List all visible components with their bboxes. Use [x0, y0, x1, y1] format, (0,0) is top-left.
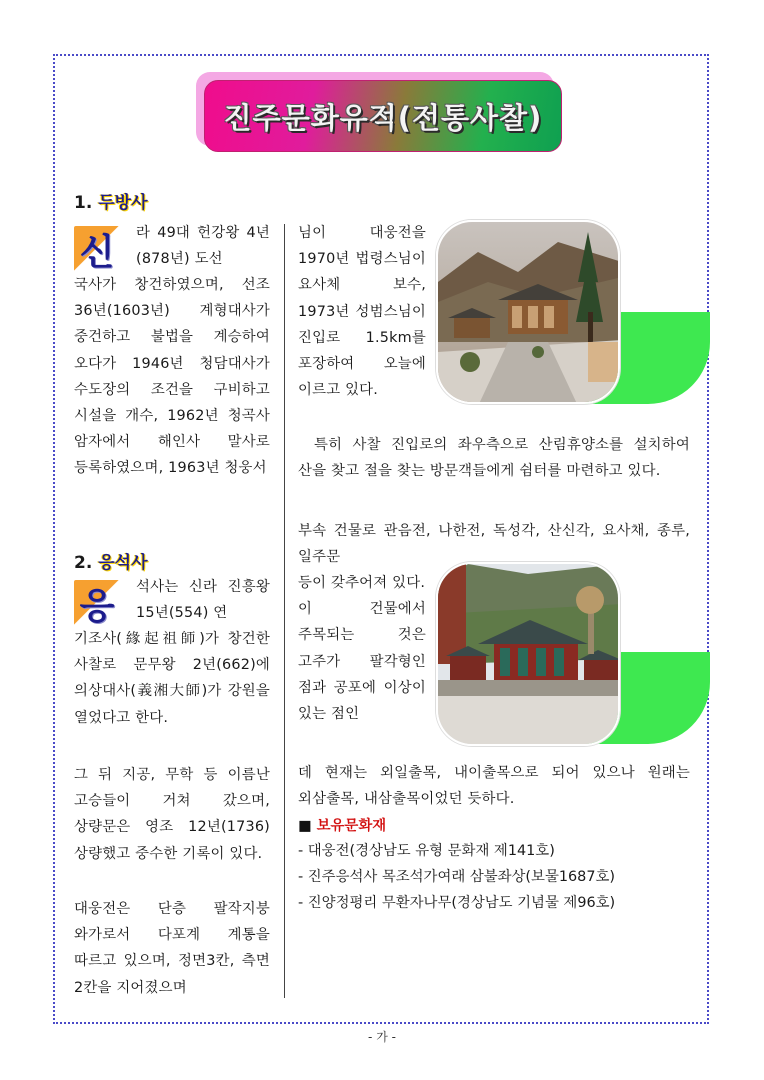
section2-heading	[74, 548, 148, 573]
page-number: - 가 -	[368, 1030, 396, 1044]
section2-left-body: 기조사(緣起祖師)가 창건한 사찰로 문무왕 2년(662)에 의상대사(義湘大師)가 강원을 열었다고 한다.	[74, 631, 270, 726]
temple-illustration-1	[438, 222, 620, 404]
section1-right-top: 님이 대웅전을 1970년 법령스님이 요사체 보수, 1973년 성범스님이 진입로 1.5km를 포장하여 오늘에 이르고 있다.	[298, 225, 426, 399]
section1-left-body: 국사가 창건하였으며, 선조 36년(1603년) 계형대사가 중건하고 불법을 계승하여 오다가 1946년 청담대사가 수도장의 조건을 구비하고 시설을 개수, 1962년 청곡사 암자에서 해인사 말사로 등록하였으며, 1963년 청웅서	[74, 277, 270, 477]
section1-right-bottom: 특히 사찰 진입로의 좌우측으로 산림휴양소를 설치하여 산을 찾고 절을 찾는 방문객들에게 쉼터를 마련하고 있다.	[298, 437, 690, 480]
section1-intro-lines: 라 49대 헌강왕 4년(878년) 도선	[136, 225, 270, 268]
temple-photo-dubangsa	[436, 220, 620, 404]
treasures-bullet: ■	[298, 818, 312, 834]
section2-dropcap: 응	[74, 580, 120, 626]
section2-number: 2.	[74, 553, 93, 573]
section2-intro-lines: 석사는 신라 진흥왕 15년(554) 연	[136, 579, 270, 622]
section2-left-body2: 그 뒤 지공, 무학 등 이름난 고승들이 거쳐 갔으며, 상량문은 영조 12년(1736) 상량했고 중수한 기록이 있다.	[74, 767, 270, 862]
column-divider	[284, 224, 285, 998]
temple-illustration-2	[438, 564, 620, 746]
section2-left-body3: 대웅전은 단층 팔작지붕 와가로서 다포계 계통을 따르고 있으며, 정면3칸, 측면 2칸을 지어졌으며	[74, 901, 270, 996]
section1-name: 두방사	[98, 193, 148, 213]
treasure-item: - 대웅전(경상남도 유형 문화재 제141호)	[298, 843, 555, 859]
section2-right-mid: 등이 갖추어져 있다. 이 건물에서 주목되는 것은 고주가 팔각형인 점과 공포에 이상이 있는 점인	[298, 575, 426, 723]
treasures-title: 보유문화재	[316, 818, 387, 834]
section1-heading	[74, 188, 148, 213]
section2-name: 응석사	[98, 553, 148, 573]
section2-right-bottom: 데 현재는 외일출목, 내이출목으로 되어 있으나 원래는 외삼출목, 내삼출목이었던 듯하다.	[298, 765, 690, 808]
temple-photo-eungseoksa	[436, 562, 620, 746]
treasure-item: - 진주응석사 목조석가여래 삼불좌상(보물1687호)	[298, 869, 615, 885]
title-banner	[196, 72, 566, 156]
section2-right-top: 부속 건물로 관음전, 나한전, 독성각, 산신각, 요사채, 종루, 일주문	[298, 523, 690, 566]
section1-number: 1.	[74, 193, 93, 213]
banner-box	[204, 80, 562, 152]
section1-dropcap: 신	[74, 226, 120, 272]
treasure-item: - 진양정평리 무환자나무(경상남도 기념물 제96호)	[298, 895, 616, 911]
page-title: 진주문화유적(전통사찰)	[223, 100, 543, 135]
treasures-heading	[298, 814, 386, 835]
